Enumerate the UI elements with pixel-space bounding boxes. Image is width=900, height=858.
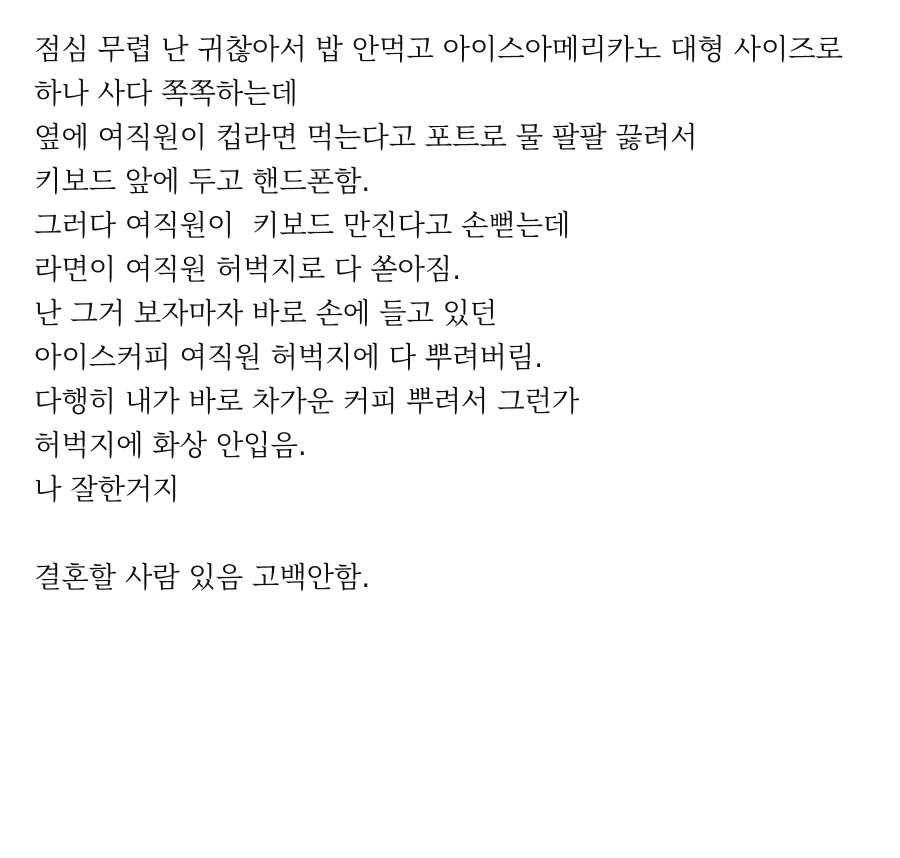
post-text-block bbox=[34, 28, 866, 600]
text-line: 옆에 여직원이 컵라면 먹는다고 포트로 물 팔팔 끓려서 bbox=[34, 121, 698, 155]
text-line: 키보드 앞에 두고 핸드폰함. bbox=[34, 165, 371, 199]
text-line: 그러다 여직원이 키보드 만진다고 손뻗는데 bbox=[34, 209, 571, 243]
text-line: 허벅지에 화상 안입음. bbox=[34, 429, 307, 463]
text-line: 아이스커피 여직원 허벅지에 다 뿌려버림. bbox=[34, 341, 543, 375]
text-line: 하나 사다 쪽쪽하는데 bbox=[34, 77, 298, 111]
text-line: 다행히 내가 바로 차가운 커피 뿌려서 그런가 bbox=[34, 385, 580, 419]
text-line: 나 잘한거지 bbox=[34, 473, 180, 507]
text-line-blank bbox=[34, 512, 866, 556]
text-line: 결혼할 사람 있음 고백안함. bbox=[34, 561, 371, 595]
text-line: 난 그거 보자마자 바로 손에 들고 있던 bbox=[34, 297, 498, 331]
text-line: 점심 무렵 난 귀찮아서 밥 안먹고 아이스아메리카노 대형 사이즈로 bbox=[34, 33, 843, 66]
text-line: 라면이 여직원 허벅지로 다 쏟아짐. bbox=[34, 253, 461, 287]
